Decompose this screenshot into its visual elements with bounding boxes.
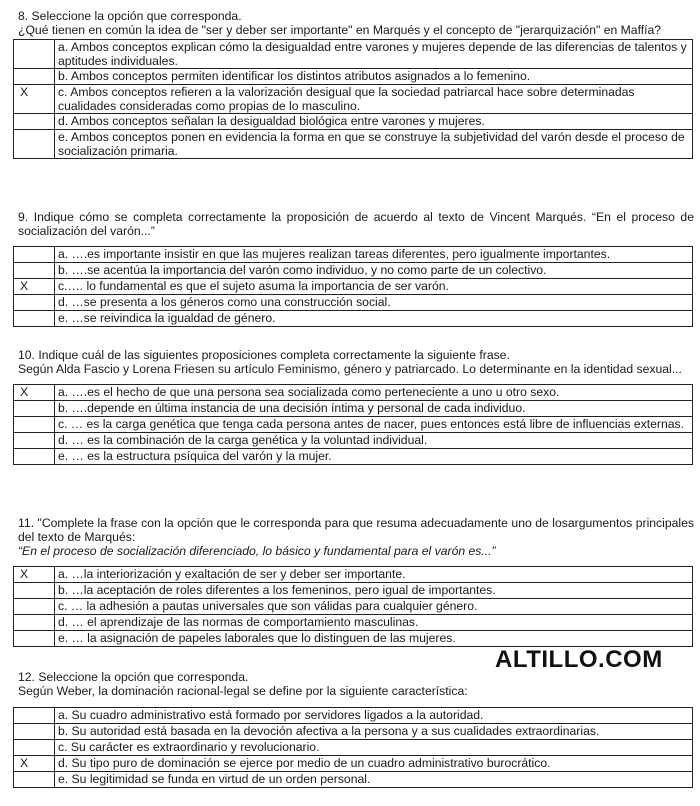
answer-mark bbox=[14, 615, 55, 631]
option-text: d. … es la combinación de la carga genética y la voluntad individual. bbox=[55, 433, 693, 449]
option-row bbox=[14, 385, 693, 401]
answer-mark bbox=[14, 311, 55, 327]
option-row bbox=[14, 130, 693, 159]
option-row bbox=[14, 708, 693, 724]
question-10 bbox=[18, 348, 694, 465]
option-text: c. Su carácter es extraordinario y revolucionario. bbox=[55, 740, 693, 756]
option-row bbox=[14, 247, 693, 263]
option-text: c. Ambos conceptos refieren a la valorización desigual que la sociedad patriarcal hace sobre determinadas cualidades consideradas como propias de lo masculino. bbox=[55, 85, 693, 114]
option-text: b. ….se acentúa la importancia del varón como individuo, y no como parte de un colectivo. bbox=[55, 263, 693, 279]
question-line: 11. "Complete la frase con la opción que le corresponda para que resuma adecuadamente uno de losargumentos principales del texto de Marqués: bbox=[18, 516, 694, 544]
question-line: 8. Seleccione la opción que corresponda. bbox=[18, 9, 242, 23]
option-text: b. Ambos conceptos permiten identificar los distintos atributos asignados a lo femenino. bbox=[55, 69, 693, 85]
option-row bbox=[14, 615, 693, 631]
option-text: a. Ambos conceptos explican cómo la desigualdad entre varones y mujeres depende de las diferencias de talentos y aptitudes individuales. bbox=[55, 40, 693, 69]
question-text bbox=[18, 9, 694, 37]
answer-mark bbox=[14, 631, 55, 647]
option-row bbox=[14, 756, 693, 772]
option-text: c.…. lo fundamental es que el sujeto asuma la importancia de ser varón. bbox=[55, 279, 693, 295]
option-row bbox=[14, 114, 693, 130]
option-text: e. …se reivindica la igualdad de género. bbox=[55, 311, 693, 327]
option-text: d. …se presenta a los géneros como una construcción social. bbox=[55, 295, 693, 311]
answer-mark bbox=[14, 114, 55, 130]
option-text: d. Ambos conceptos señalan la desigualdad biológica entre varones y mujeres. bbox=[55, 114, 693, 130]
question-text bbox=[18, 210, 694, 238]
options-table bbox=[13, 246, 693, 327]
option-text: b. Su autoridad está basada en la devoción afectiva a la persona y a sus cualidades extraordinarias. bbox=[55, 724, 693, 740]
answer-mark bbox=[14, 708, 55, 724]
option-text: e. … es la estructura psíquica del varón y la mujer. bbox=[55, 449, 693, 465]
option-text: c. … es la carga genética que tenga cada persona antes de nacer, pues entonces está libre de influencias externas. bbox=[55, 417, 693, 433]
answer-mark bbox=[14, 740, 55, 756]
answer-mark bbox=[14, 449, 55, 465]
options-table bbox=[13, 566, 693, 647]
answer-mark bbox=[14, 263, 55, 279]
question-line: “En el proceso de socialización diferenciado, lo básico y fundamental para el varón es...” bbox=[18, 544, 496, 558]
question-line: 10. Indique cuál de las siguientes proposiciones completa correctamente la siguiente frase. bbox=[18, 348, 510, 362]
question-12 bbox=[18, 670, 694, 788]
answer-mark: X bbox=[14, 85, 55, 114]
answer-mark bbox=[14, 401, 55, 417]
option-text: a. …la interiorización y exaltación de ser y deber ser importante. bbox=[55, 567, 693, 583]
option-row bbox=[14, 433, 693, 449]
option-row bbox=[14, 772, 693, 788]
option-text: e. Su legitimidad se funda en virtud de un orden personal. bbox=[55, 772, 693, 788]
answer-mark: X bbox=[14, 279, 55, 295]
option-row bbox=[14, 85, 693, 114]
answer-mark bbox=[14, 599, 55, 615]
option-row bbox=[14, 724, 693, 740]
option-row bbox=[14, 40, 693, 69]
option-text: e. … la asignación de papeles laborales que lo distinguen de las mujeres. bbox=[55, 631, 693, 647]
answer-mark bbox=[14, 247, 55, 263]
option-row bbox=[14, 311, 693, 327]
answer-mark bbox=[14, 69, 55, 85]
option-row bbox=[14, 417, 693, 433]
altillo-logo[interactable]: ALTILLO.COM bbox=[495, 646, 663, 673]
question-line: ¿Qué tienen en común la idea de "ser y deber ser importante" en Marqués y el concepto de "jerarquización" en Maffía? bbox=[18, 23, 662, 37]
answer-mark: X bbox=[14, 385, 55, 401]
option-row bbox=[14, 583, 693, 599]
option-row bbox=[14, 263, 693, 279]
answer-mark bbox=[14, 130, 55, 159]
question-text bbox=[18, 670, 694, 698]
answer-mark: X bbox=[14, 567, 55, 583]
option-row bbox=[14, 401, 693, 417]
option-text: b. …la aceptación de roles diferentes a los femeninos, pero igual de importantes. bbox=[55, 583, 693, 599]
option-row bbox=[14, 69, 693, 85]
option-row bbox=[14, 279, 693, 295]
answer-mark bbox=[14, 417, 55, 433]
option-text: a. Su cuadro administrativo está formado por servidores ligados a la autoridad. bbox=[55, 708, 693, 724]
answer-mark bbox=[14, 433, 55, 449]
answer-mark bbox=[14, 40, 55, 69]
question-text bbox=[18, 516, 694, 558]
option-text: a. ….es importante insistir en que las mujeres realizan tareas diferentes, pero igualmente importantes. bbox=[55, 247, 693, 263]
option-text: d. Su tipo puro de dominación se ejerce por medio de un cuadro administrativo burocrático. bbox=[55, 756, 693, 772]
option-row bbox=[14, 631, 693, 647]
answer-mark bbox=[14, 295, 55, 311]
answer-mark: X bbox=[14, 756, 55, 772]
option-text: e. Ambos conceptos ponen en evidencia la forma en que se construye la subjetividad del varón desde el proceso de socialización primaria. bbox=[55, 130, 693, 159]
question-9 bbox=[18, 210, 694, 327]
option-text: d. … el aprendizaje de las normas de comportamiento masculinas. bbox=[55, 615, 693, 631]
question-line: Según Weber, la dominación racional-legal se define por la siguiente característica: bbox=[18, 684, 468, 698]
answer-mark bbox=[14, 772, 55, 788]
question-line: Según Alda Fascio y Lorena Friesen su artículo Feminismo, género y patriarcado. Lo determinante en la identidad sexual... bbox=[18, 362, 682, 376]
question-line: 9. Indique cómo se completa correctamente la proposición de acuerdo al texto de Vincent Marqués. “En el proceso de socialización del varón...” bbox=[18, 210, 694, 238]
option-row bbox=[14, 599, 693, 615]
option-row bbox=[14, 295, 693, 311]
option-text: c. … la adhesión a pautas universales que son válidas para cualquier género. bbox=[55, 599, 693, 615]
options-table bbox=[13, 384, 693, 465]
option-row bbox=[14, 740, 693, 756]
option-row bbox=[14, 449, 693, 465]
option-text: a. ….es el hecho de que una persona sea socializada como perteneciente a uno u otro sexo. bbox=[55, 385, 693, 401]
answer-mark bbox=[14, 724, 55, 740]
question-text bbox=[18, 348, 694, 376]
options-table bbox=[13, 39, 693, 159]
answer-mark bbox=[14, 583, 55, 599]
question-line: 12. Seleccione la opción que corresponda. bbox=[18, 670, 249, 684]
option-text: b. ….depende en última instancia de una decisión íntima y personal de cada individuo. bbox=[55, 401, 693, 417]
question-8 bbox=[18, 9, 694, 159]
option-row bbox=[14, 567, 693, 583]
question-11 bbox=[18, 516, 694, 647]
options-table bbox=[13, 707, 693, 788]
